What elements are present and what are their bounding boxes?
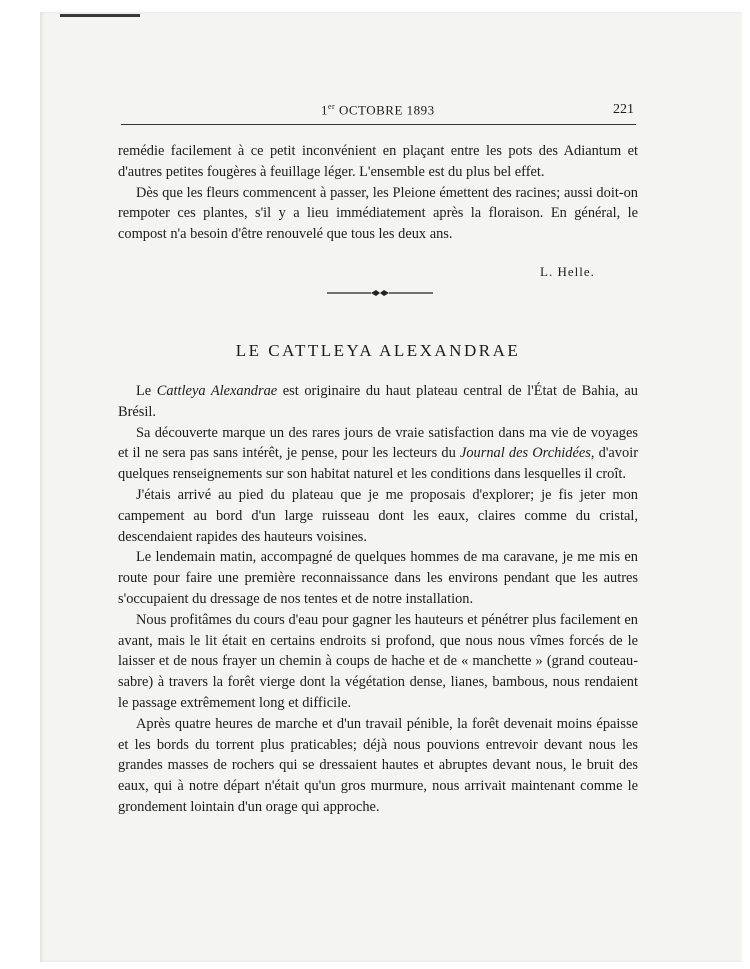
header-date: 1er OCTOBRE 1893 [321,102,435,118]
page-header [121,96,636,125]
page-number: 221 [613,102,634,117]
paragraph: Le lendemain matin, accompagné de quelques hommes de ma caravane, je me mis en route pour faire une première reconnaissance dans les environs pendant que les autres s'occupaient du dressage de nos tentes et de notre installation. [118,549,638,607]
paragraph: J'étais arrivé au pied du plateau que je me proposais d'explorer; je fis jeter mon campement au bord d'un large ruisseau dont les eaux, claires comme du cristal, descendaient rapides des hauteurs voisines. [118,486,638,545]
article-body [118,381,638,818]
article-title: LE CATTLEYA ALEXANDRAE [235,341,521,360]
paragraph: Après quatre heures de marche et d'un travail pénible, la forêt devenait moins épaisse et les bords du torrent plus praticables; déjà nous pouvions entrevoir devant nous les grandes masses de rochers qui se dressaient hautes et abruptes devant nous, le bruit des eaux, qui à notre départ n'était qu'un gros murmure, nous arrivait maintenant comme le grondement lointain d'un orage qui approche. [118,715,638,815]
ornamental-divider [327,287,433,299]
paragraph: remédie facilement à ce petit inconvénient en plaçant entre les pots des Adiantum et d'autres petites fougères à feuillage léger. L'ensemble est du plus bel effet. [118,143,638,180]
paragraph: Nous profitâmes du cours d'eau pour gagner les hauteurs et pénétrer plus facilement en avant, mais le lit était en certains endroits si profond, que nous nous vîmes forcés de le laisser et de nous frayer un chemin à coups de hache et de « manchette » (grand couteau-sabre) à travers la forêt vierge dont la végétation dense, lianes, bambous, nous rendaient le passage extrêmement long et difficile. [118,611,638,711]
scan-edge-mark [60,14,140,17]
paragraph: Le Cattleya Alexandrae est originaire du haut plateau central de l'État de Bahia, au Brésil. [118,383,638,420]
previous-article-ending [118,141,638,245]
paragraph: Dès que les fleurs commencent à passer, les Pleione émettent des racines; aussi doit-on rempoter ces plantes, s'il y a lieu immédiatement après la floraison. En général, le compost n'a besoin d'être renouvelé que tous les deux ans. [118,184,638,243]
paragraph: Sa découverte marque un des rares jours de vraie satisfaction dans ma vie de voyages et il ne sera pas sans intérêt, je pense, pour les lecteurs du Journal des Orchidées, d'avoir quelques renseignements sur son habitat naturel et les conditions dans lesquelles il croît. [118,424,638,483]
author-signature: L. Helle. [540,264,595,279]
